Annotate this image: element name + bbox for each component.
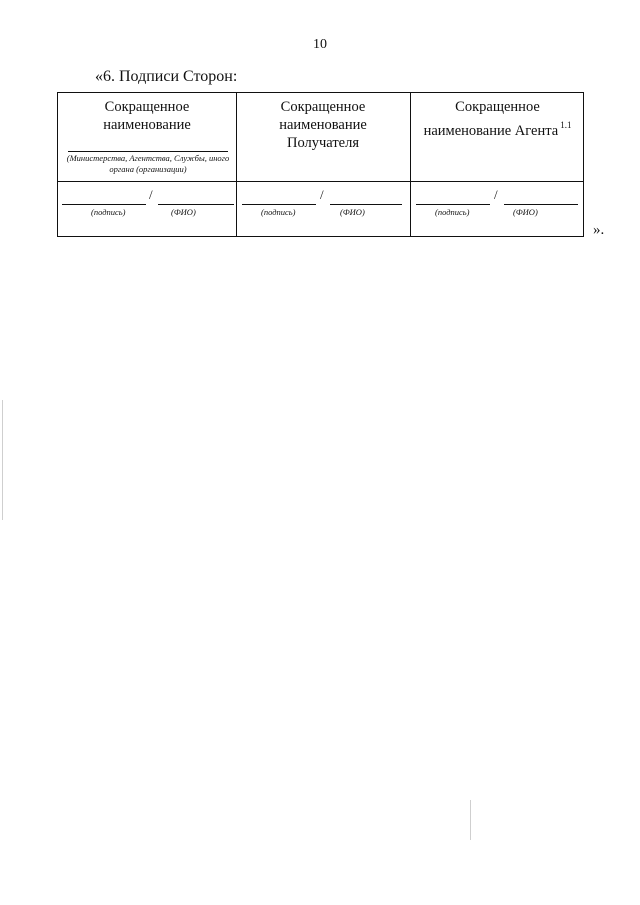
- title-line: Сокращенное: [104, 99, 190, 115]
- organization-name-line: [68, 151, 228, 152]
- name-label: (ФИО): [340, 207, 365, 217]
- organization-note: (Министерства, Агентства, Службы, иного органа (организации): [66, 153, 230, 174]
- signatures-table: [57, 92, 584, 237]
- name-line: [158, 204, 234, 205]
- title-line: наименование: [279, 117, 367, 133]
- title-line-text: наименование Агента: [423, 123, 559, 139]
- signature-line: [416, 204, 490, 205]
- footnote-superscript: 1.1: [560, 120, 572, 130]
- closing-quote: ».: [593, 222, 605, 238]
- slash-separator: /: [149, 187, 153, 202]
- page-number: 10: [313, 37, 327, 52]
- column-title-agent: [410, 98, 585, 140]
- signature-line: [62, 204, 146, 205]
- slash-separator: /: [494, 187, 498, 202]
- title-line: Получателя: [286, 135, 360, 151]
- name-label: (ФИО): [513, 207, 538, 217]
- title-line: [410, 116, 585, 140]
- slash-separator: /: [320, 187, 324, 202]
- section-heading: «6. Подписи Сторон:: [95, 68, 238, 85]
- name-line: [330, 204, 402, 205]
- signature-label: (подпись): [261, 207, 296, 217]
- title-line: Сокращенное: [280, 99, 366, 115]
- signature-label: (подпись): [91, 207, 126, 217]
- title-line: Сокращенное: [455, 99, 540, 115]
- row-divider: [58, 181, 583, 182]
- name-line: [504, 204, 578, 205]
- scan-edge-mark: [470, 800, 471, 840]
- column-title-recipient: [236, 98, 410, 152]
- column-title-ministry: [58, 98, 236, 134]
- scan-edge-mark: [2, 400, 3, 520]
- name-label: (ФИО): [171, 207, 196, 217]
- signature-line: [242, 204, 316, 205]
- title-line: наименование: [103, 117, 191, 133]
- signature-label: (подпись): [435, 207, 470, 217]
